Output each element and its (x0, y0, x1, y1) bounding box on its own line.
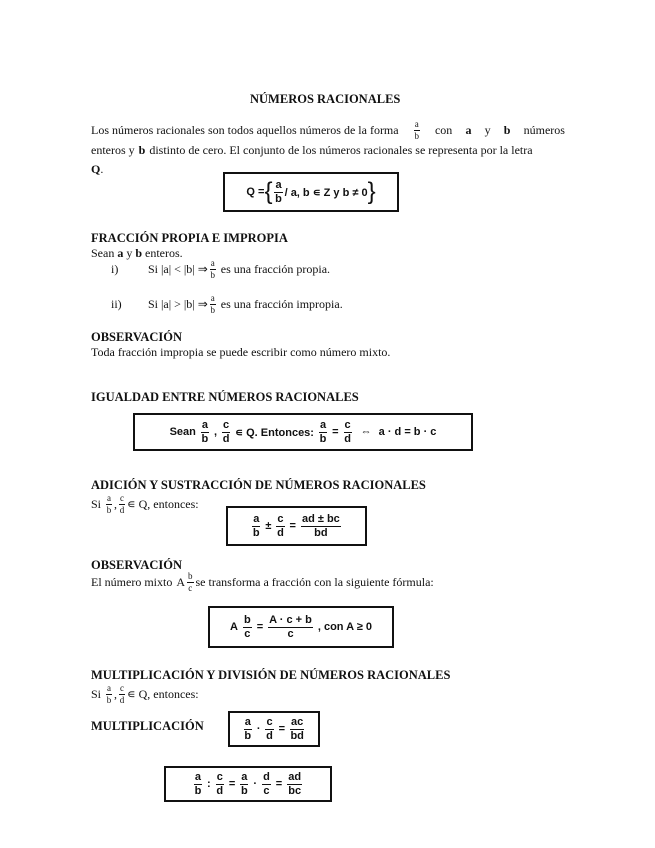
fraction-b-c: $\frac{b}{c}$ (243, 613, 251, 640)
adicion-formula-box: $\frac{a}{b}$ ± $\frac{c}{d}$ = $\frac{ad \pm bc}{bd}$ (226, 506, 367, 546)
section-heading-observacion-1: OBSERVACIÓN (91, 330, 183, 344)
division-formula-box: $\frac{a}{b}$ : $\frac{c}{d}$ = $\frac{a}{b}$ · $\frac{d}{c}$ = $\frac{ad}{bc}$ (164, 766, 332, 802)
section-heading-igualdad: IGUALDAD ENTRE NÚMEROS RACIONALES (91, 390, 359, 404)
fraction-a-b: $\frac{a}{b}$ (414, 119, 420, 141)
intro-text-1: Los números racionales son todos aquellos números de la forma (91, 123, 399, 137)
multiplicacion-label: MULTIPLICACIÓN (91, 719, 204, 733)
fraction-a-b: $\frac{a}{b}$ (210, 293, 216, 315)
multiplicacion-formula-box: $\frac{a}{b}$ · $\frac{c}{d}$ = $\frac{ac}{bd}$ (228, 711, 320, 747)
fraction-c-d: $\frac{c}{d}$ (119, 493, 125, 515)
fraction-a-b: $\frac{a}{b}$ (106, 493, 112, 515)
multdiv-intro: Si $\frac{a}{b}$ , $\frac{c}{d}$ ∊ Q, entonces: (91, 683, 199, 705)
fraction-a-b: $\frac{a}{b}$ (201, 418, 209, 445)
observacion-2-text: El número mixto A $\frac{b}{c}$ se transforma a fracción con la siguiente fórmula: (91, 571, 434, 593)
fraction-mixto: $\frac{A \cdot c + b}{c}$ (269, 613, 312, 640)
intro-paragraph: Los números racionales son todos aquellos números de la forma $\frac{a}{b}$ con a y b números enteros y b distinto de cero. El conjunto de los números racionales se representa por la letra Q. (91, 119, 565, 176)
mixto-formula-box: A $\frac{b}{c}$ = $\frac{A \cdot c + b}{c}$ , con A ≥ 0 (208, 606, 394, 648)
section-heading-observacion-2: OBSERVACIÓN (91, 558, 183, 572)
adicion-intro: Si $\frac{a}{b}$ , $\frac{c}{d}$ ∊ Q, entonces: (91, 493, 199, 515)
fraction-a-b: $\frac{a}{b}$ (194, 770, 202, 797)
fraction-a-b: $\frac{a}{b}$ (210, 258, 216, 280)
fraction-ad-bc: $\frac{ad}{bc}$ (288, 770, 302, 797)
section-heading-adicion: ADICIÓN Y SUSTRACCIÓN DE NÚMEROS RACIONALES (91, 478, 426, 492)
page-title: NÚMEROS RACIONALES (250, 92, 401, 106)
fraction-a-b: $\frac{a}{b}$ (240, 770, 248, 797)
fraction-sum: $\frac{ad \pm bc}{bd}$ (301, 512, 340, 539)
fraction-a-b: $\frac{a}{b}$ (244, 715, 252, 742)
fraction-c-d: $\frac{c}{d}$ (266, 715, 273, 742)
fraction-a-b: $\frac{a}{b}$ (252, 512, 260, 539)
fraction-d-c: $\frac{d}{c}$ (263, 770, 270, 797)
fraction-a-b: $\frac{a}{b}$ (106, 683, 112, 705)
fraction-a-b: $\frac{a}{b}$ (275, 178, 282, 205)
close-brace: } (367, 178, 376, 205)
fraction-b-c: $\frac{b}{c}$ (188, 571, 193, 593)
fraction-ac-bd: $\frac{ac}{bd}$ (290, 715, 304, 742)
observacion-1-text: Toda fracción impropia se puede escribir como número mixto. (91, 345, 391, 359)
igualdad-box: Sean $\frac{a}{b}$ , $\frac{c}{d}$ ∊ Q. Entonces: $\frac{a}{b}$ = $\frac{c}{d}$ ⇔ a · d = b · c (133, 413, 473, 451)
section-heading-multdiv: MULTIPLICACIÓN Y DIVISIÓN DE NÚMEROS RACIONALES (91, 668, 451, 682)
open-brace: { (264, 178, 273, 205)
fraction-c-d: $\frac{c}{d}$ (119, 683, 125, 705)
fraction-a-b: $\frac{a}{b}$ (319, 418, 327, 445)
fraction-c-d: $\frac{c}{d}$ (344, 418, 351, 445)
propia-item-ii: ii) Si |a| > |b| ⇒ $\frac{a}{b}$ es una fracción impropia. (111, 293, 343, 315)
fraction-c-d: $\frac{c}{d}$ (216, 770, 224, 797)
propia-item-i: i) Si |a| < |b| ⇒ $\frac{a}{b}$ es una fracción propia. (111, 258, 331, 280)
propia-intro: Sean a y b enteros. (91, 246, 183, 260)
set-definition-box: Q = { $\frac{a}{b}$ / a, b ∊ Z y b ≠ 0 } (223, 172, 399, 212)
fraction-c-d: $\frac{c}{d}$ (222, 418, 230, 445)
fraction-c-d: $\frac{c}{d}$ (277, 512, 284, 539)
q-symbol: Q (91, 162, 101, 176)
section-heading-propia: FRACCIÓN PROPIA E IMPROPIA (91, 231, 288, 245)
